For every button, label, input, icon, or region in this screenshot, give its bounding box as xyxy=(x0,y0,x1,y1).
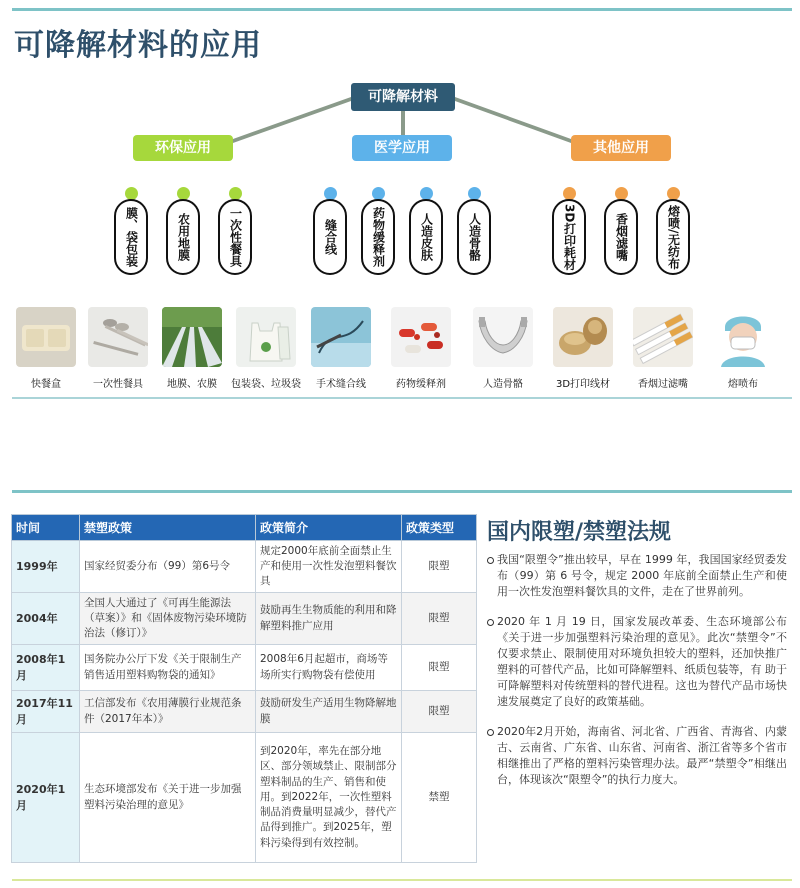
category-medical: 医学应用 xyxy=(352,135,452,161)
laws-title: 国内限塑/禁塑法规 xyxy=(487,520,672,545)
list-item xyxy=(487,614,787,710)
law-text: 2020年2月开始，海南省、河北省、广西省、青海省、内蒙古、云南省、广东省、山东省、河南省、浙江省等多个省市相继推出了严格的塑料污染管理办法。最严“禁塑令”相继出台，体现该次“限塑令”的执行力度大。 xyxy=(497,725,787,786)
cell-summary: 鼓励研发生产适用生物降解地膜 xyxy=(256,691,402,733)
item-drug-release: 药物缓释剂 xyxy=(361,199,395,275)
category-other: 其他应用 xyxy=(571,135,671,161)
table-row xyxy=(12,541,477,593)
bullet-icon xyxy=(487,619,494,626)
food-box-icon xyxy=(16,307,76,367)
cell-policy: 国务院办公厅下发《关于限制生产销售适用塑料购物袋的通知》 xyxy=(80,645,256,691)
cell-type: 限塑 xyxy=(402,593,477,645)
page-title: 可降解材料的应用 xyxy=(14,28,262,63)
cell-type: 限塑 xyxy=(402,691,477,733)
cell-year: 2008年1月 xyxy=(12,645,80,691)
table-header-row xyxy=(12,515,477,541)
bottom-divider xyxy=(12,879,792,881)
item-agri-film: 农用地膜 xyxy=(166,199,200,275)
bullet-icon xyxy=(487,729,494,736)
section-divider xyxy=(12,490,792,493)
item-cigarette-filter: 香烟滤嘴 xyxy=(604,199,638,275)
item-meltblown: 熔喷/无纺布 xyxy=(656,199,690,275)
item-disposable-tableware: 一次性餐具 xyxy=(218,199,252,275)
photo-caption: 香烟过滤嘴 xyxy=(638,379,688,390)
item-artificial-skin: 人造皮肤 xyxy=(409,199,443,275)
cell-summary: 2008年6月起超市，商场等场所实行购物袋有偿使用 xyxy=(256,645,402,691)
cell-year: 2020年1月 xyxy=(12,733,80,863)
pills-icon xyxy=(391,307,451,367)
column-header: 政策简介 xyxy=(256,515,402,541)
table-row xyxy=(12,691,477,733)
list-item xyxy=(487,724,787,788)
column-header: 时间 xyxy=(12,515,80,541)
column-header: 政策类型 xyxy=(402,515,477,541)
photo-caption: 人造骨骼 xyxy=(483,379,523,390)
cell-policy: 生态环境部发布《关于进一步加强塑料污染治理的意见》 xyxy=(80,733,256,863)
cell-type: 禁塑 xyxy=(402,733,477,863)
item-3d-filament: 3D打印耗材 xyxy=(552,199,586,275)
cell-summary: 规定2000年底前全面禁止生产和使用一次性发泡塑料餐饮具 xyxy=(256,541,402,593)
bullet-icon xyxy=(487,557,494,564)
cell-policy: 国家经贸委分布（99）第6号令 xyxy=(80,541,256,593)
suture-icon xyxy=(311,307,371,367)
cell-type: 限塑 xyxy=(402,541,477,593)
cell-year: 1999年 xyxy=(12,541,80,593)
item-film-bag: 膜、袋包装 xyxy=(114,199,148,275)
law-text: 我国“限塑令”推出较早，早在 1999 年，我国国家经贸委发布（99）第 6 号令，规定 2000 年底前全面禁止生产和使用一次性发泡塑料餐饮具的文件，走在了世界前列。 xyxy=(497,553,787,598)
cell-year: 2017年11月 xyxy=(12,691,80,733)
cell-policy: 工信部发布《农用薄膜行业规范条件（2017年本）》 xyxy=(80,691,256,733)
list-item xyxy=(487,552,787,600)
table-row xyxy=(12,733,477,863)
table-row xyxy=(12,593,477,645)
photo-caption: 熔喷布 xyxy=(728,379,758,390)
printed-object-icon xyxy=(553,307,613,367)
photo-caption: 手术缝合线 xyxy=(316,379,366,390)
bone-icon xyxy=(473,307,533,367)
photo-caption: 3D打印线材 xyxy=(555,379,611,390)
law-text: 2020 年 1 月 19 日，国家发展改革委、生态环境部公布《关于进一步加强塑料污染治理的意见》。此次“禁塑令”不仅要求禁止、限制使用对环境负担较大的塑料，还加快推广塑料的可替代产品，比如可降解塑料、纸质包装等，有 助于可降解塑料对传统塑料的替代进程。这也为替代产品市场快速发展奠定了良好的政策基础。 xyxy=(497,615,787,708)
photo-caption: 一次性餐具 xyxy=(93,379,143,390)
laws-list xyxy=(487,552,787,802)
cell-summary: 鼓励再生生物质能的利用和降解塑料推广应用 xyxy=(256,593,402,645)
cell-policy: 全国人大通过了《可再生能源法（草案）》和《固体废物污染环境防治法（修订）》 xyxy=(80,593,256,645)
photo-caption: 包装袋、垃圾袋 xyxy=(231,379,301,390)
policy-table xyxy=(11,514,477,863)
table-row xyxy=(12,645,477,691)
bag-icon xyxy=(236,307,296,367)
cell-type: 限塑 xyxy=(402,645,477,691)
farm-film-icon xyxy=(162,307,222,367)
cutlery-icon xyxy=(88,307,148,367)
item-suture: 缝合线 xyxy=(313,199,347,275)
photo-caption: 药物缓释剂 xyxy=(396,379,446,390)
cell-year: 2004年 xyxy=(12,593,80,645)
section-divider xyxy=(12,397,792,399)
category-environmental: 环保应用 xyxy=(133,135,233,161)
photo-caption: 地膜、农膜 xyxy=(167,379,217,390)
column-header: 禁塑政策 xyxy=(80,515,256,541)
root-node: 可降解材料 xyxy=(351,83,455,111)
photo-caption: 快餐盒 xyxy=(31,379,61,390)
cell-summary: 到2020年，率先在部分地区、部分领域禁止、限制部分塑料制品的生产、销售和使用。到2022年，一次性塑料制品消费量明显减少，替代产品得到推广。到2025年，塑料污染得到有效控制。 xyxy=(256,733,402,863)
mask-icon xyxy=(713,307,773,367)
item-artificial-bone: 人造骨骼 xyxy=(457,199,491,275)
cigarette-icon xyxy=(633,307,693,367)
